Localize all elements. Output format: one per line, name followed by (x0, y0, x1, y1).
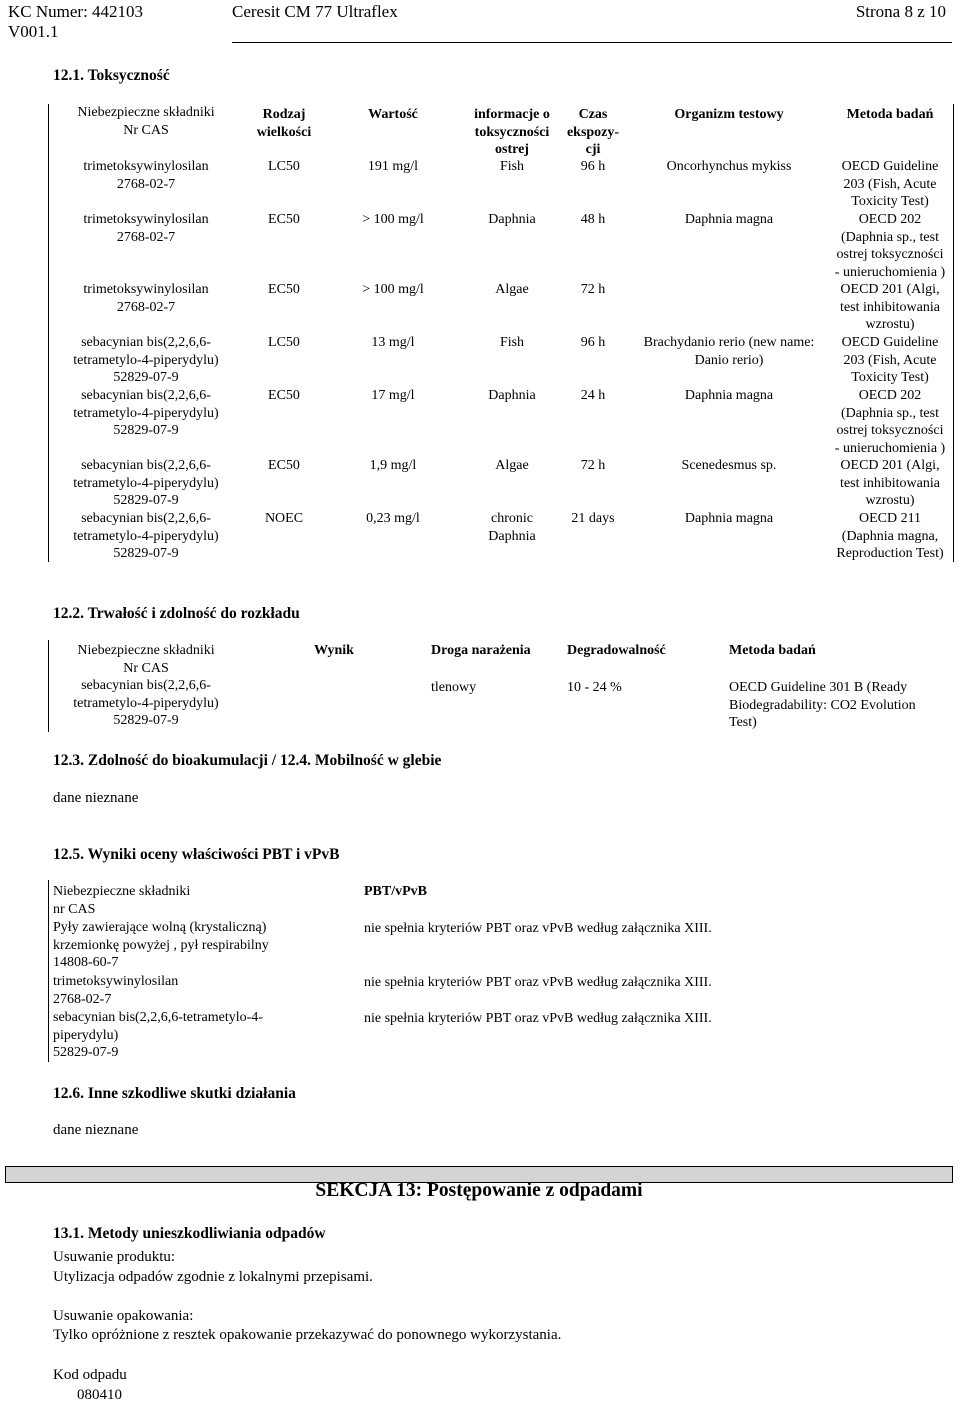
cell-info: Daphnia (488, 388, 536, 403)
cell-organism: Brachydanio rerio (new name: Danio rerio) (643, 335, 815, 368)
cell-substance: Pyły zawierające wolną (krystaliczną) krzemionkę powyżej , pył respirabilny 14808-60-7 (53, 920, 269, 970)
waste-code-value: 080410 (77, 1387, 122, 1403)
cell-method: OECD Guideline 203 (Fish, Acute Toxicity Test) (841, 159, 939, 209)
cell-kind: LC50 (268, 335, 300, 350)
cell-info: Fish (499, 335, 525, 350)
section-13-1-title: 13.1. Metody unieszkodliwiania odpadów (53, 1225, 326, 1242)
cell-value: > 100 mg/l (362, 212, 424, 227)
section-12-6-title: 12.6. Inne szkodliwe skutki działania (53, 1085, 296, 1102)
cell-time: 21 days (571, 511, 615, 526)
cell-time: 72 h (580, 458, 606, 473)
cell-time: 72 h (580, 282, 606, 297)
section-12-6-text: dane nieznane (53, 1122, 139, 1138)
product-disposal-label: Usuwanie produktu: (53, 1249, 176, 1265)
cell-method: OECD Guideline 203 (Fish, Acute Toxicity Test) (841, 335, 939, 385)
cell-method: OECD 211 (Daphnia magna, Reproduction Test) (836, 511, 944, 561)
cell-info: chronic Daphnia (488, 511, 536, 544)
cell-value: 13 mg/l (371, 335, 415, 350)
cell-value: 191 mg/l (367, 159, 419, 174)
cell-substance: trimetoksywinylosilan 2768-02-7 (83, 282, 209, 315)
cell-organism: Daphnia magna (684, 388, 774, 403)
col-header-method: Metoda badań (729, 643, 816, 658)
cell-substance: sebacynian bis(2,2,6,6- tetrametylo-4-piperydylu) 52829-07-9 (73, 388, 219, 438)
cell-value: > 100 mg/l (362, 282, 424, 297)
cell-substance: sebacynian bis(2,2,6,6- tetrametylo-4-piperydylu) 52829-07-9 (73, 335, 219, 385)
cell-time: 96 h (580, 335, 606, 350)
col-header-pbt: PBT/vPvB (364, 884, 428, 899)
col-header-substance: Niebezpieczne składniki Nr CAS (77, 643, 215, 676)
col-header-time: Czas ekspozy- cji (566, 107, 620, 157)
cell-pbt: nie spełnia kryteriów PBT oraz vPvB według załącznika XIII. (364, 975, 712, 990)
cell-method: OECD 201 (Algi, test inhibitowania wzrostu) (840, 282, 940, 332)
page-number: Strona 8 z 10 (855, 2, 946, 21)
cell-info: Algae (495, 282, 529, 297)
cell-organism: Oncorhynchus mykiss (666, 159, 792, 174)
section-12-2-title: 12.2. Trwałość i zdolność do rozkładu (53, 605, 300, 622)
section-12-3-text: dane nieznane (53, 790, 139, 806)
cell-kind: EC50 (268, 458, 300, 473)
cell-kind: EC50 (268, 282, 300, 297)
col-header-value: Wartość (368, 107, 418, 122)
col-header-method: Metoda badań (846, 107, 934, 122)
cell-method: OECD 202 (Daphnia sp., test ostrej toksyczności - unieruchomienia ) (834, 212, 946, 280)
product-name: Ceresit CM 77 Ultraflex (232, 2, 398, 21)
section-12-3-title: 12.3. Zdolność do bioakumulacji / 12.4. Mobilność w glebie (53, 752, 442, 769)
section-13-title: SEKCJA 13: Postępowanie z odpadami (315, 1180, 643, 1201)
cell-method: OECD Guideline 301 B (Ready Biodegradability: CO2 Evolution Test) (729, 680, 916, 730)
cell-substance: sebacynian bis(2,2,6,6-tetrametylo-4- piperydylu) 52829-07-9 (53, 1010, 263, 1060)
cell-substance: sebacynian bis(2,2,6,6- tetrametylo-4-piperydylu) 52829-07-9 (73, 678, 219, 728)
cell-info: Algae (495, 458, 529, 473)
cell-kind: EC50 (268, 212, 300, 227)
cell-kind: NOEC (264, 511, 304, 526)
cell-info: Fish (499, 159, 525, 174)
cell-substance: trimetoksywinylosilan 2768-02-7 (83, 212, 209, 245)
table-left-border (48, 880, 49, 1062)
document-version: V001.1 (8, 22, 59, 41)
section-12-5-title: 12.5. Wyniki oceny właściwości PBT i vPvB (53, 846, 340, 863)
cell-route: tlenowy (431, 680, 477, 695)
cell-degradability: 10 - 24 % (567, 680, 622, 695)
section-12-1-title: 12.1. Toksyczność (53, 67, 170, 84)
cell-info: Daphnia (488, 212, 536, 227)
cell-pbt: nie spełnia kryteriów PBT oraz vPvB według załącznika XIII. (364, 921, 712, 936)
col-header-degradability: Degradowalność (567, 643, 666, 658)
col-header-kind: Rodzaj wielkości (256, 107, 312, 140)
cell-time: 48 h (580, 212, 606, 227)
cell-value: 17 mg/l (371, 388, 415, 403)
cell-kind: EC50 (268, 388, 300, 403)
col-header-info: informacje o toksyczności ostrej (474, 107, 550, 157)
packaging-disposal-text: Tylko opróżnione z resztek opakowanie przekazywać do ponownego wykorzystania. (53, 1327, 562, 1343)
cell-value: 1,9 mg/l (369, 458, 417, 473)
cell-time: 96 h (580, 159, 606, 174)
cell-substance: trimetoksywinylosilan 2768-02-7 (83, 159, 209, 192)
cell-organism: Daphnia magna (684, 212, 774, 227)
cell-value: 0,23 mg/l (366, 511, 420, 526)
cell-organism: Scenedesmus sp. (681, 458, 777, 473)
cell-organism: Daphnia magna (684, 511, 774, 526)
col-header-route: Droga narażenia (431, 643, 531, 658)
table-right-border (953, 104, 954, 562)
cell-method: OECD 201 (Algi, test inhibitowania wzrostu) (840, 458, 940, 508)
packaging-disposal-label: Usuwanie opakowania: (53, 1308, 194, 1324)
cell-method: OECD 202 (Daphnia sp., test ostrej toksyczności - unieruchomienia ) (834, 388, 946, 456)
waste-code-label: Kod odpadu (53, 1367, 127, 1383)
document-number: KC Numer: 442103 (8, 2, 144, 21)
cell-substance: sebacynian bis(2,2,6,6- tetrametylo-4-piperydylu) 52829-07-9 (73, 458, 219, 508)
col-header-substance: Niebezpieczne składniki nr CAS (53, 884, 191, 917)
col-header-organism: Organizm testowy (674, 107, 784, 122)
product-disposal-text: Utylizacja odpadów zgodnie z lokalnymi przepisami. (53, 1269, 373, 1285)
cell-pbt: nie spełnia kryteriów PBT oraz vPvB według załącznika XIII. (364, 1011, 712, 1026)
header-divider (232, 42, 952, 43)
cell-substance: sebacynian bis(2,2,6,6- tetrametylo-4-piperydylu) 52829-07-9 (73, 511, 219, 561)
cell-substance: trimetoksywinylosilan 2768-02-7 (53, 974, 179, 1007)
col-header-substance: Niebezpieczne składniki Nr CAS (77, 105, 215, 138)
cell-kind: LC50 (268, 159, 300, 174)
cell-time: 24 h (580, 388, 606, 403)
col-header-result: Wynik (314, 643, 354, 658)
